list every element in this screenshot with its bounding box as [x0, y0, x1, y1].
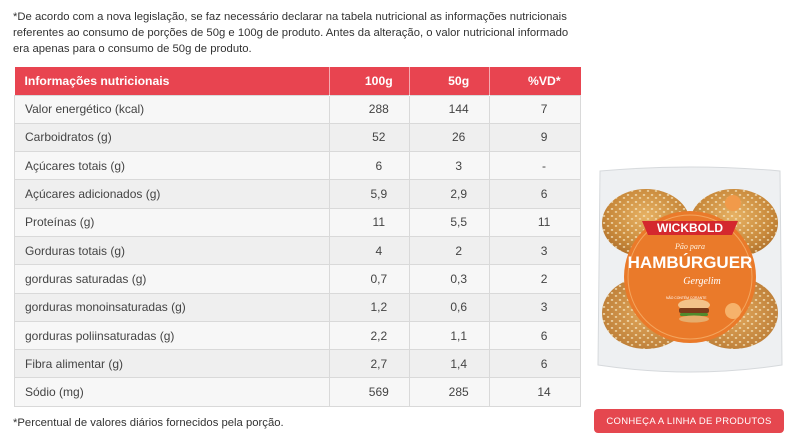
nutrient-name: gorduras monoinsaturadas (g) — [15, 293, 330, 321]
table-row — [15, 378, 581, 406]
nutrient-name: Carboidratos (g) — [15, 123, 330, 151]
value-100g: 1,2 — [330, 293, 410, 321]
value-100g: 5,9 — [330, 180, 410, 208]
burger-bun-package-image — [594, 165, 786, 377]
table-row — [15, 180, 581, 208]
nutrient-name: Açúcares totais (g) — [15, 152, 330, 180]
value-100g: 0,7 — [330, 265, 410, 293]
nutrient-name: Fibra alimentar (g) — [15, 350, 330, 378]
value-vd: 11 — [490, 208, 581, 236]
table-row — [15, 123, 581, 151]
nutrient-name: Açúcares adicionados (g) — [15, 180, 330, 208]
value-vd: 6 — [490, 350, 581, 378]
value-100g: 4 — [330, 236, 410, 264]
value-vd: 2 — [490, 265, 581, 293]
nutrient-name: Valor energético (kcal) — [15, 95, 330, 123]
value-vd: 3 — [490, 236, 581, 264]
table-row — [15, 321, 581, 349]
nutrient-name: gorduras poliinsaturadas (g) — [15, 321, 330, 349]
package-product-name: HAMBÚRGUER — [627, 253, 753, 272]
header-100g: 100g — [330, 67, 410, 95]
value-50g: 2,9 — [410, 180, 490, 208]
value-50g: 144 — [410, 95, 490, 123]
value-50g: 26 — [410, 123, 490, 151]
table-row — [15, 350, 581, 378]
value-vd: 14 — [490, 378, 581, 406]
value-100g: 11 — [330, 208, 410, 236]
value-vd: 3 — [490, 293, 581, 321]
table-header-row — [15, 67, 581, 95]
vd-footnote: *Percentual de valores diários fornecidos pela porção. — [13, 417, 284, 429]
nutrient-name: Proteínas (g) — [15, 208, 330, 236]
value-50g: 285 — [410, 378, 490, 406]
package-brand: WICKBOLD — [657, 221, 723, 235]
table-row — [15, 208, 581, 236]
nutrient-name: Sódio (mg) — [15, 378, 330, 406]
value-50g: 0,3 — [410, 265, 490, 293]
value-100g: 2,2 — [330, 321, 410, 349]
value-100g: 569 — [330, 378, 410, 406]
nutrition-table — [14, 67, 581, 407]
value-vd: 7 — [490, 95, 581, 123]
nutrient-name: gorduras saturadas (g) — [15, 265, 330, 293]
header-vd: %VD* — [490, 67, 581, 95]
table-row — [15, 293, 581, 321]
table-row — [15, 265, 581, 293]
value-vd: 6 — [490, 180, 581, 208]
products-line-button[interactable]: CONHEÇA A LINHA DE PRODUTOS — [594, 409, 784, 433]
value-100g: 288 — [330, 95, 410, 123]
package-badge: NÃO CONTÉM CORANTE — [666, 296, 707, 300]
package-variant: Gergelim — [683, 276, 721, 287]
header-nutrition-info: Informações nutricionais — [15, 67, 330, 95]
legislation-note: *De acordo com a nova legislação, se faz necessário declarar na tabela nutricional as informações nutricionais referentes ao consumo de porções de 50g e 100g de produto. Antes da alteração, o valor nutricional informado era apenas para o consumo de 50g de produto. — [13, 11, 569, 56]
value-50g: 1,1 — [410, 321, 490, 349]
value-50g: 2 — [410, 236, 490, 264]
value-50g: 0,6 — [410, 293, 490, 321]
value-50g: 5,5 — [410, 208, 490, 236]
table-row — [15, 95, 581, 123]
nutrient-name: Gorduras totais (g) — [15, 236, 330, 264]
value-100g: 2,7 — [330, 350, 410, 378]
value-50g: 1,4 — [410, 350, 490, 378]
table-row — [15, 236, 581, 264]
header-50g: 50g — [410, 67, 490, 95]
value-100g: 52 — [330, 123, 410, 151]
value-vd: 9 — [490, 123, 581, 151]
value-vd: 6 — [490, 321, 581, 349]
package-line1: Pão para — [675, 242, 705, 251]
table-row — [15, 152, 581, 180]
value-100g: 6 — [330, 152, 410, 180]
value-vd: - — [490, 152, 581, 180]
value-50g: 3 — [410, 152, 490, 180]
